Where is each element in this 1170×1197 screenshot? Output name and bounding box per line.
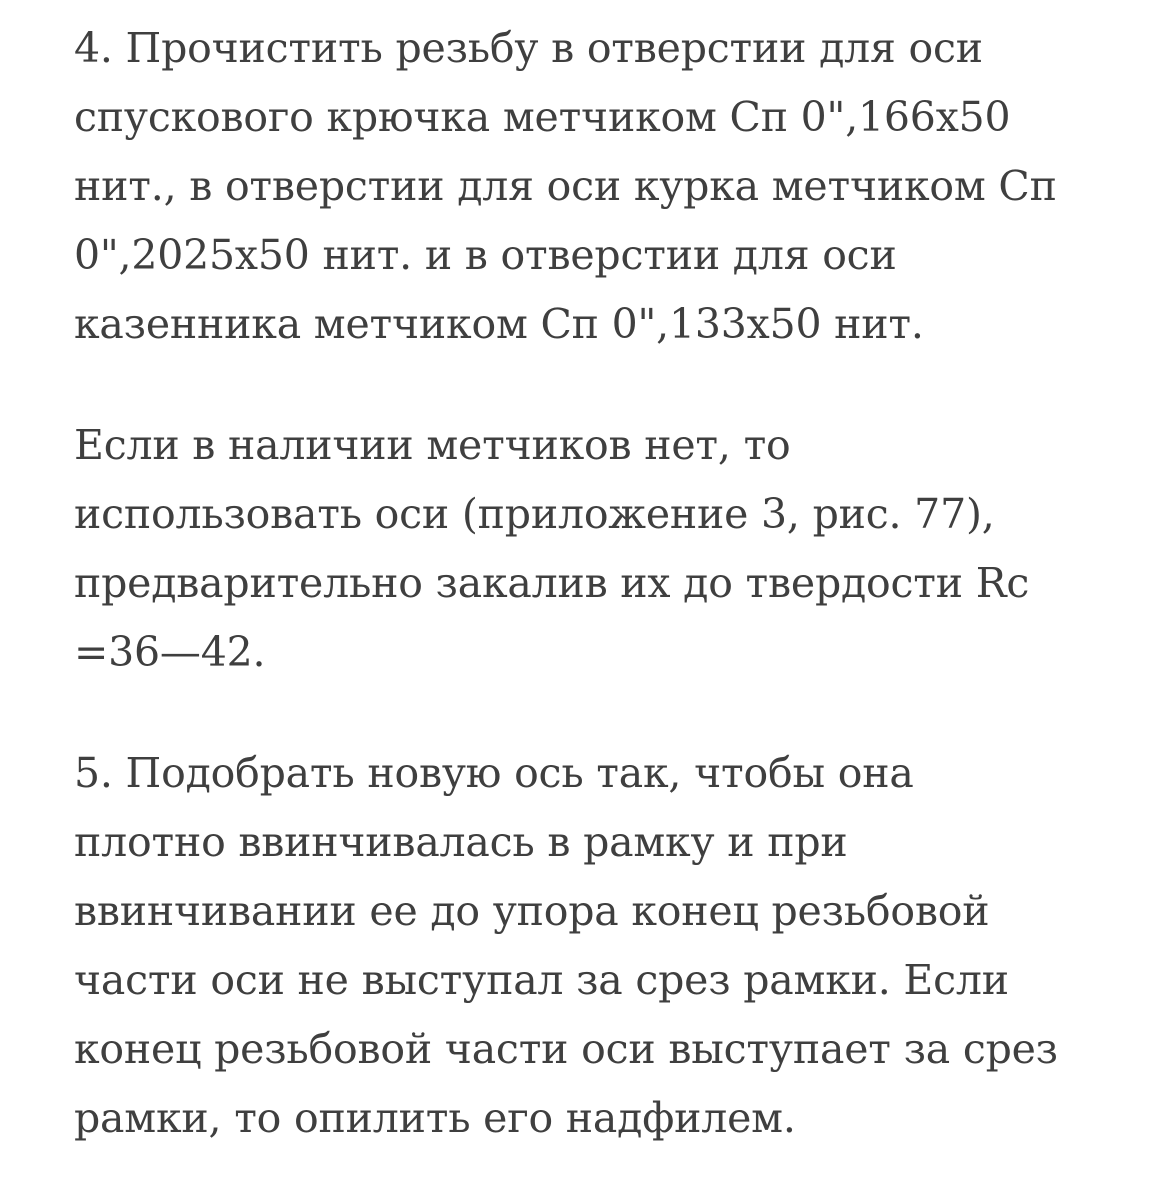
article-body (74, 14, 1154, 1153)
paragraph-note-taps: Если в наличии метчиков нет, то использовать оси (приложение 3, рис. 77), предварительно закалив их до твердости Rc =36—42. (74, 421, 1030, 676)
paragraph-step-4: 4. Прочистить резьбу в отверстии для оси спускового крючка метчиком Сп 0",166x50 нит., в отверстии для оси курка метчиком Сп 0",2025x50 нит. и в отверстии для оси казенника метчиком Сп 0",133x50 нит. (74, 24, 1057, 348)
paragraph-step-5: 5. Подобрать новую ось так, чтобы она плотно ввинчивалась в рамку и при ввинчивании ее до упора конец резьбовой части оси не выступал за срез рамки. Если конец резьбовой части оси выступает за срез рамки, то опилить его надфилем. (74, 749, 1058, 1142)
